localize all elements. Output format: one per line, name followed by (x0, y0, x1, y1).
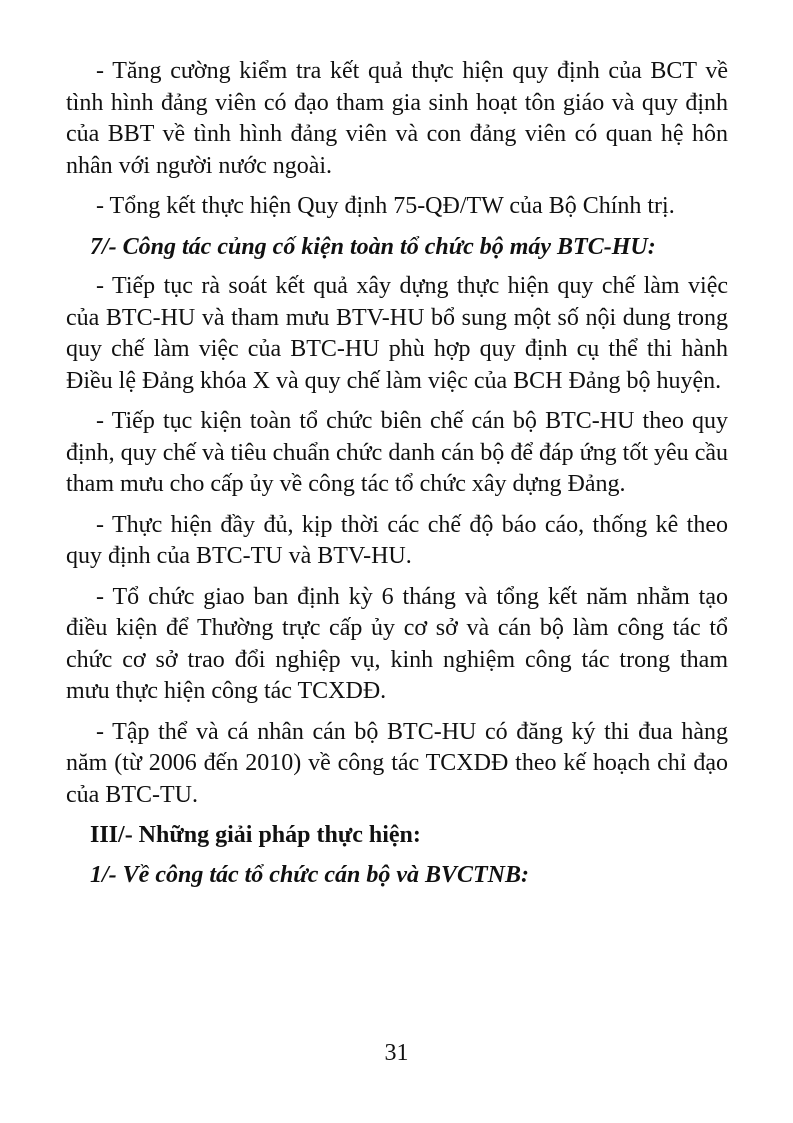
section-heading-7: 7/- Công tác củng cố kiện toàn tổ chức bộ máy BTC-HU: (90, 233, 656, 260)
page-number: 31 (384, 1040, 409, 1066)
section-heading-iii: III/- Những giải pháp thực hiện: (90, 822, 421, 848)
paragraph-check-results: - Tăng cường kiểm tra kết quả thực hiện quy định của BCT về tình hình đảng viên có đạo tham gia sinh hoạt tôn giáo và quy định của BBT về tình hình đảng viên và con đảng viên có quan hệ hôn nhân với người nước ngoài. (66, 58, 728, 179)
paragraph-reporting: - Thực hiện đầy đủ, kịp thời các chế độ báo cáo, thống kê theo quy định của BTC-TU và BTV-HU. (66, 511, 728, 569)
subsection-heading-1: 1/- Về công tác tổ chức cán bộ và BVCTNB: (90, 861, 530, 888)
paragraph-staffing: - Tiếp tục kiện toàn tổ chức biên chế cán bộ BTC-HU theo quy định, quy chế và tiêu chuẩn chức danh cán bộ để đáp ứng tốt yêu cầu tham mưu cho cấp ủy về công tác tổ chức xây dựng Đảng. (66, 408, 728, 497)
document-page (66, 56, 728, 899)
paragraph-briefings: - Tổ chức giao ban định kỳ 6 tháng và tổng kết năm nhằm tạo điều kiện để Thường trực cấp ủy cơ sở và cán bộ làm công tác tổ chức cơ sở trao đổi nghiệp vụ, kinh nghiệm công tác trong tham mưu thực hiện công tác TCXDĐ. (66, 583, 728, 704)
paragraph-emulation: - Tập thể và cá nhân cán bộ BTC-HU có đăng ký thi đua hàng năm (từ 2006 đến 2010) về công tác TCXDĐ theo kế hoạch chỉ đạo của BTC-TU. (66, 718, 728, 808)
paragraph-review-regulation-75: - Tổng kết thực hiện Quy định 75-QĐ/TW của Bộ Chính trị. (96, 193, 675, 219)
paragraph-review-working-rules: - Tiếp tục rà soát kết quả xây dựng thực hiện quy chế làm việc của BTC-HU và tham mưu BTV-HU bổ sung một số nội dung trong quy chế làm việc của BTC-HU phù hợp quy định cụ thể thi hành Điều lệ Đảng khóa X và quy chế làm việc của BCH Đảng bộ huyện. (66, 273, 728, 394)
